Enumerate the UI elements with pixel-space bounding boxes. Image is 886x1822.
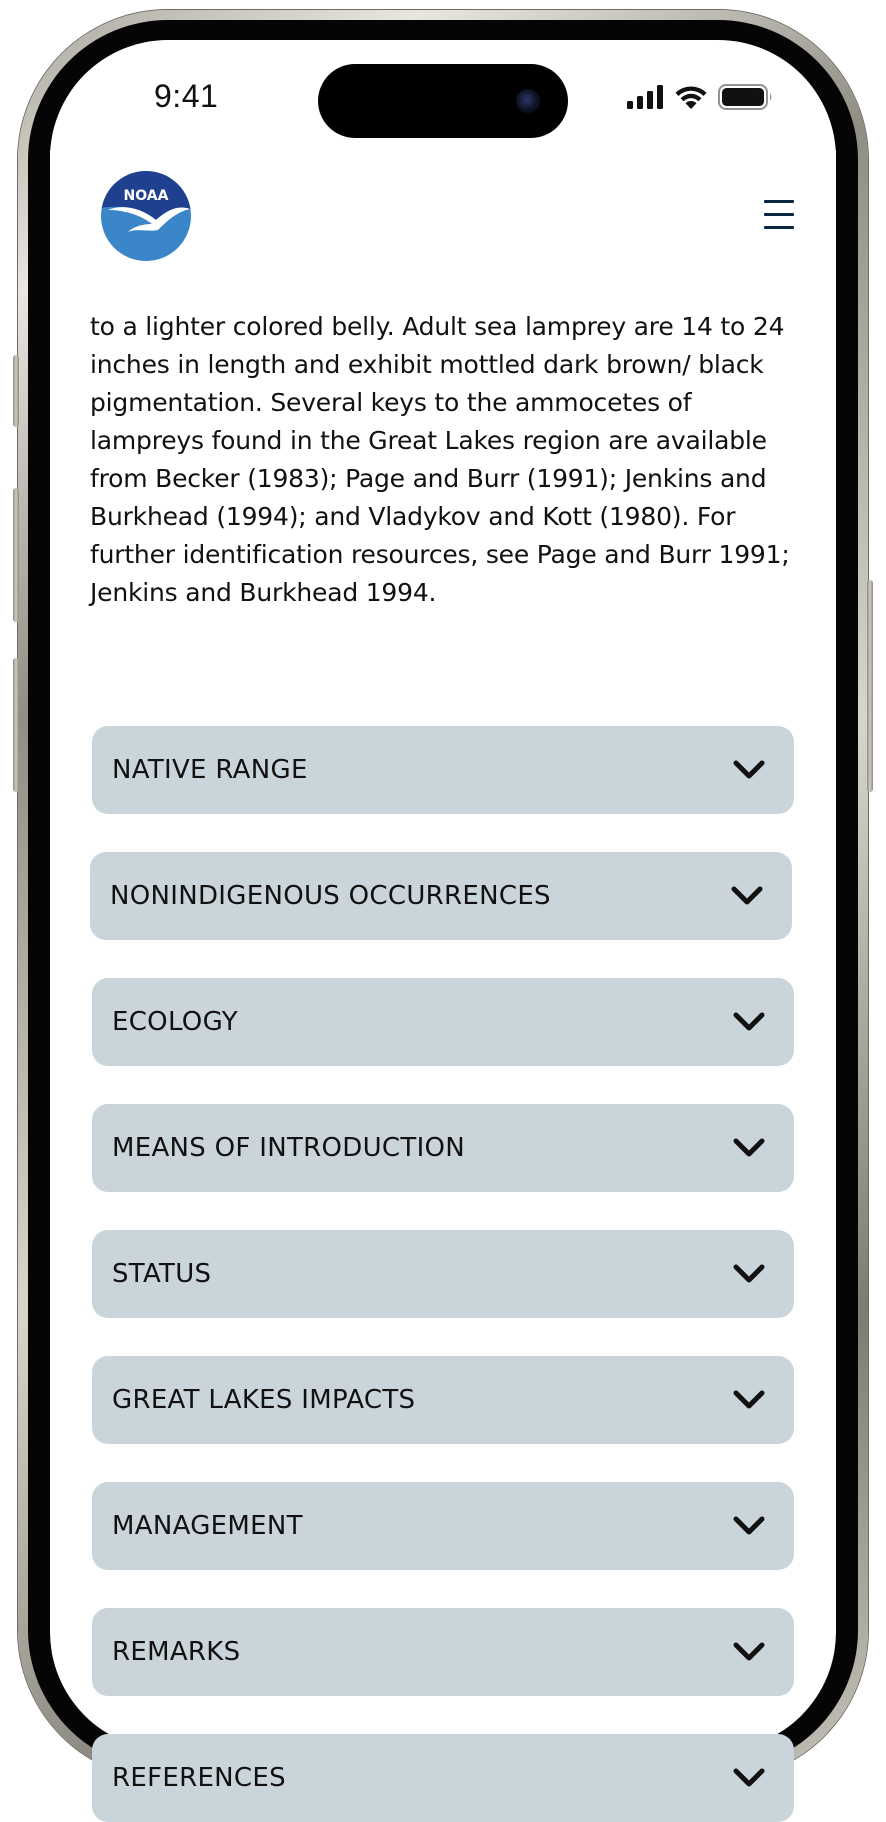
accordion-means-of-introduction[interactable]: [92, 1104, 794, 1192]
cellular-signal-icon: [626, 85, 664, 109]
accordion-label: REMARKS: [112, 1637, 241, 1667]
volume-down-button: [13, 658, 19, 792]
chevron-down-icon: [732, 1388, 766, 1412]
chevron-down-icon: [732, 1514, 766, 1538]
status-bar: [50, 40, 836, 150]
chevron-down-icon: [732, 1010, 766, 1034]
accordion-great-lakes-impacts[interactable]: [92, 1356, 794, 1444]
main-content: [50, 280, 836, 1793]
front-camera: [516, 89, 540, 113]
screen: [50, 40, 836, 1793]
accordion-remarks[interactable]: [92, 1608, 794, 1696]
accordion-label: ECOLOGY: [112, 1007, 238, 1037]
accordion-label: NONINDIGENOUS OCCURRENCES: [110, 881, 551, 911]
accordion-label: MEANS OF INTRODUCTION: [112, 1133, 466, 1163]
accordion-label: STATUS: [112, 1259, 212, 1289]
accordion-management[interactable]: [92, 1482, 794, 1570]
accordion-label: MANAGEMENT: [112, 1511, 303, 1541]
noaa-logo[interactable]: [100, 170, 192, 262]
power-button: [867, 580, 873, 792]
action-button: [13, 355, 19, 427]
accordion-nonindigenous-occurrences[interactable]: [90, 852, 792, 940]
accordion-status[interactable]: [92, 1230, 794, 1318]
chevron-down-icon: [732, 1766, 766, 1790]
status-time: 9:41: [154, 78, 219, 114]
accordion-label: GREAT LAKES IMPACTS: [112, 1385, 416, 1415]
chevron-down-icon: [732, 758, 766, 782]
accordion-label: REFERENCES: [112, 1763, 286, 1793]
chevron-down-icon: [732, 1640, 766, 1664]
accordion-label: NATIVE RANGE: [112, 755, 308, 785]
volume-up-button: [13, 488, 19, 622]
status-icons: [626, 84, 774, 110]
wifi-icon: [674, 84, 708, 110]
chevron-down-icon: [732, 1262, 766, 1286]
accordion-ecology[interactable]: [92, 978, 794, 1066]
species-description: to a lighter colored belly. Adult sea lamprey are 14 to 24 inches in length and exhibit mottled dark brown/ black pigmentation. Several keys to the ammocetes of lampreys found in the Great Lakes region are available from Becker (1983); Page and Burr (1991); Jenkins and Burkhead (1994); and Vladykov and Kott (1980). For further identification resources, see Page and Burr 1991; Jenkins and Burkhead 1994.: [90, 312, 790, 607]
chevron-down-icon: [732, 1136, 766, 1160]
noaa-logo-text: NOAA: [123, 188, 169, 204]
accordion-native-range[interactable]: [92, 726, 794, 814]
hamburger-menu-icon[interactable]: [760, 196, 796, 234]
accordion-references[interactable]: [92, 1734, 794, 1822]
site-header: [50, 150, 836, 280]
dynamic-island: [318, 64, 568, 138]
battery-icon: [718, 84, 774, 110]
chevron-down-icon: [730, 884, 764, 908]
